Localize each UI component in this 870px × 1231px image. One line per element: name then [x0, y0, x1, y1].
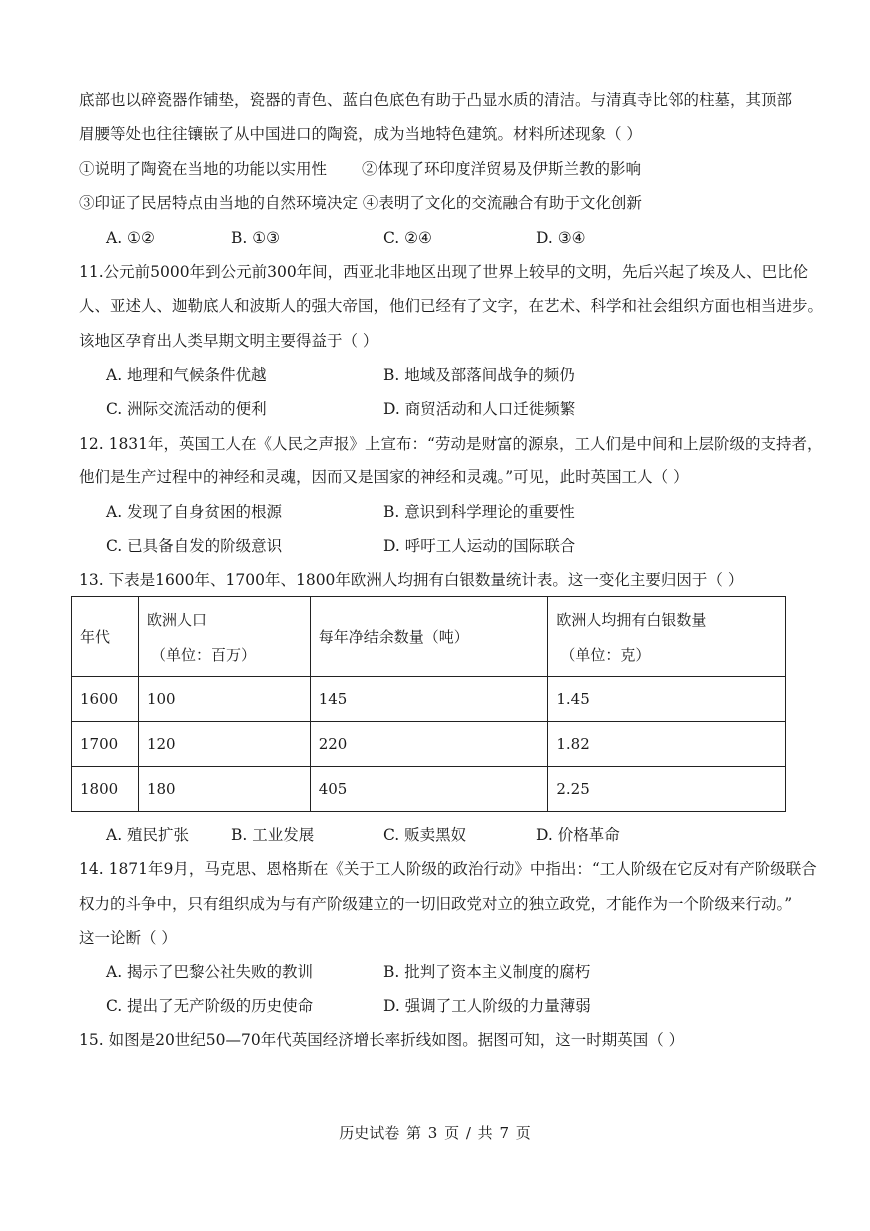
header-year: 年代 [72, 597, 139, 677]
header-population-unit: （单位：百万） [150, 645, 256, 664]
q13-option-a: A. 殖民扩张 [106, 826, 190, 844]
q14-option-b: B. 批判了资本主义制度的腐朽 [383, 963, 591, 981]
table-header-row [72, 597, 786, 677]
header-silver-label: 欧洲人均拥有白银数量 [556, 610, 707, 629]
cell-year: 1600 [72, 677, 139, 722]
cell-silver: 1.45 [548, 677, 786, 722]
table-row [72, 677, 786, 722]
page-footer: 历史试卷 第 3 页 / 共 7 页 [339, 1124, 531, 1142]
q10-option-c: C. ②④ [383, 229, 432, 247]
cell-year: 1700 [72, 722, 139, 767]
q12-option-d: D. 呼吁工人运动的国际联合 [383, 537, 576, 555]
q10-option-b: B. ①③ [231, 229, 281, 247]
q11-text-line-2: 人、亚述人、迦勒底人和波斯人的强大帝国，他们已经有了文字，在艺术、科学和社会组织方面也相当进步。 [79, 297, 824, 315]
q11-option-c: C. 洲际交流活动的便利 [106, 400, 267, 418]
q13-option-d: D. 价格革命 [536, 826, 620, 844]
q13-option-c: C. 贩卖黑奴 [383, 826, 467, 844]
q10-item-1: ①说明了陶瓷在当地的功能以实用性 [79, 160, 328, 178]
q14-option-c: C. 提出了无产阶级的历史使命 [106, 997, 314, 1015]
q15-text-line-1: 15. 如图是20世纪50—70年代英国经济增长率折线如图。据图可知，这一时期英国（ ） [79, 1031, 685, 1049]
cell-population: 120 [138, 722, 310, 767]
q10-option-d: D. ③④ [536, 229, 586, 247]
q12-option-a: A. 发现了自身贫困的根源 [106, 503, 283, 521]
q11-text-line-3: 该地区孕育出人类早期文明主要得益于（ ） [79, 332, 379, 350]
q14-text-line-1: 14. 1871年9月，马克思、恩格斯在《关于工人阶级的政治行动》中指出：“工人阶级在它反对有产阶级联合 [79, 860, 817, 878]
q13-text-line-1: 13. 下表是1600年、1700年、1800年欧洲人均拥有白银数量统计表。这一变化主要归因于（ ） [79, 571, 744, 589]
q11-text-line-1: 11.公元前5000年到公元前300年间，西亚北非地区出现了世界上较早的文明，先后兴起了埃及人、巴比伦 [79, 263, 809, 281]
q13-option-b: B. 工业发展 [231, 826, 315, 844]
q10-item-2: ②体现了环印度洋贸易及伊斯兰教的影响 [362, 160, 642, 178]
q12-text-line-1: 12. 1831年，英国工人在《人民之声报》上宣布：“劳动是财富的源泉，工人们是中间和上层阶级的支持者， [79, 435, 823, 453]
header-population-label: 欧洲人口 [146, 610, 207, 629]
cell-population: 180 [138, 767, 310, 812]
q14-option-a: A. 揭示了巴黎公社失败的教训 [106, 963, 314, 981]
cell-year: 1800 [72, 767, 139, 812]
table-row [72, 722, 786, 767]
cell-silver: 2.25 [548, 767, 786, 812]
q11-option-a: A. 地理和气候条件优越 [106, 366, 267, 384]
header-silver-unit: （单位：克） [560, 645, 651, 664]
q12-option-b: B. 意识到科学理论的重要性 [383, 503, 575, 521]
q14-text-line-2: 权力的斗争中，只有组织成为与有产阶级建立的一切旧政党对立的独立政党，才能作为一个阶级来行动。” [79, 895, 793, 913]
cell-surplus: 405 [310, 767, 548, 812]
q14-text-line-3: 这一论断（ ） [79, 929, 177, 947]
header-silver [548, 597, 786, 677]
cell-surplus: 220 [310, 722, 548, 767]
cell-surplus: 145 [310, 677, 548, 722]
header-surplus: 每年净结余数量（吨） [310, 597, 548, 677]
q12-text-line-2: 他们是生产过程中的神经和灵魂，因而又是国家的神经和灵魂。”可见，此时英国工人（ ） [79, 468, 689, 486]
q12-option-c: C. 已具备自发的阶级意识 [106, 537, 283, 555]
q10-item-3-4: ③印证了民居特点由当地的自然环境决定 ④表明了文化的交流融合有助于文化创新 [79, 194, 642, 212]
q14-option-d: D. 强调了工人阶级的力量薄弱 [383, 997, 591, 1015]
q11-option-d: D. 商贸活动和人口迁徙频繁 [383, 400, 576, 418]
q10-option-a: A. ①② [106, 229, 155, 247]
header-population [138, 597, 310, 677]
cell-population: 100 [138, 677, 310, 722]
cell-silver: 1.82 [548, 722, 786, 767]
table-row [72, 767, 786, 812]
q10-text-line-1: 底部也以碎瓷器作铺垫，瓷器的青色、蓝白色底色有助于凸显水质的清洁。与清真寺比邻的柱墓，其顶部 [79, 91, 793, 109]
q11-option-b: B. 地域及部落间战争的频仍 [383, 366, 575, 384]
q13-silver-table [71, 596, 786, 812]
q10-text-line-2: 眉腰等处也往往镶嵌了从中国进口的陶瓷，成为当地特色建筑。材料所述现象（ ） [79, 125, 642, 143]
